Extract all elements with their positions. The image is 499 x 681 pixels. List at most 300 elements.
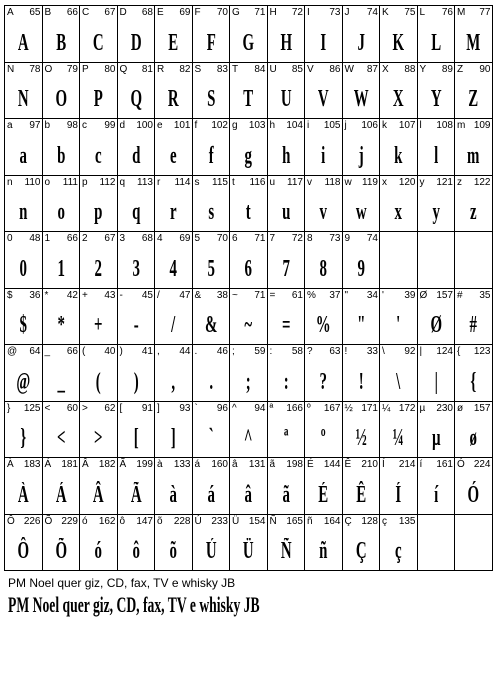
glyph-code-label bbox=[382, 290, 416, 302]
glyph-sample: - bbox=[133, 312, 139, 338]
glyph-code: 75 bbox=[404, 7, 416, 18]
glyph-cell bbox=[455, 345, 493, 402]
glyph-code: 97 bbox=[29, 120, 41, 131]
glyph-sample: Ê bbox=[355, 481, 366, 508]
glyph-char: Q bbox=[119, 63, 128, 75]
glyph-cell bbox=[418, 289, 456, 346]
glyph-code: 229 bbox=[61, 515, 78, 527]
glyph-cell bbox=[43, 232, 81, 289]
glyph-sample: ' bbox=[396, 312, 401, 338]
glyph-char: F bbox=[194, 7, 201, 18]
glyph-cell bbox=[343, 289, 381, 346]
glyph-code-label bbox=[420, 120, 454, 132]
glyph-code: 111 bbox=[62, 176, 78, 188]
glyph-cell bbox=[418, 6, 456, 63]
glyph-code-label bbox=[457, 177, 491, 189]
glyph-cell bbox=[343, 119, 381, 176]
glyph-char: õ bbox=[157, 515, 163, 527]
glyph-sample: X bbox=[392, 86, 404, 112]
glyph-sample: E bbox=[168, 29, 179, 56]
glyph-cell bbox=[43, 176, 81, 233]
glyph-code: 182 bbox=[98, 459, 116, 470]
glyph-code-label bbox=[45, 346, 79, 358]
glyph-sample: 0 bbox=[19, 255, 27, 282]
glyph-cell bbox=[43, 6, 81, 63]
glyph-cell bbox=[305, 289, 343, 346]
glyph-code: 92 bbox=[404, 346, 416, 357]
glyph-code-label bbox=[382, 346, 416, 358]
glyph-code-label bbox=[457, 64, 491, 76]
glyph-char: > bbox=[82, 402, 88, 414]
glyph-sample: ô bbox=[132, 538, 140, 564]
glyph-code-label bbox=[82, 346, 116, 358]
glyph-code: 183 bbox=[23, 459, 41, 470]
glyph-cell bbox=[155, 119, 193, 176]
glyph-code: 107 bbox=[398, 120, 416, 131]
glyph-cell bbox=[118, 6, 156, 63]
glyph-cell bbox=[305, 402, 343, 459]
glyph-cell bbox=[418, 345, 456, 402]
glyph-cell bbox=[230, 232, 268, 289]
glyph-cell bbox=[118, 515, 156, 572]
glyph-sample: _ bbox=[57, 368, 65, 395]
glyph-cell bbox=[5, 176, 43, 233]
glyph-cell bbox=[418, 119, 456, 176]
glyph-char: ' bbox=[382, 289, 384, 301]
glyph-sample: ! bbox=[358, 368, 364, 395]
glyph-char: e bbox=[157, 120, 163, 131]
glyph-cell bbox=[118, 458, 156, 515]
glyph-code: 74 bbox=[366, 233, 378, 244]
glyph-cell bbox=[193, 232, 231, 289]
glyph-code: 83 bbox=[216, 63, 228, 75]
glyph-code: 233 bbox=[211, 515, 228, 527]
glyph-cell bbox=[80, 345, 118, 402]
glyph-char: V bbox=[307, 63, 314, 75]
glyph-sample: Ú bbox=[205, 538, 217, 564]
glyph-char: f bbox=[194, 120, 198, 131]
glyph-code-label bbox=[270, 177, 304, 189]
glyph-sample: D bbox=[130, 29, 142, 56]
glyph-char: " bbox=[344, 289, 349, 301]
glyph-char: | bbox=[419, 346, 423, 357]
glyph-cell bbox=[118, 63, 156, 120]
glyph-code: 160 bbox=[211, 459, 228, 470]
glyph-sample: P bbox=[93, 86, 103, 112]
glyph-cell bbox=[155, 458, 193, 515]
glyph-code: 166 bbox=[286, 402, 303, 414]
glyph-code: 128 bbox=[361, 515, 378, 527]
glyph-code: 199 bbox=[136, 459, 153, 470]
glyph-sample: µ bbox=[431, 425, 441, 451]
glyph-sample: ( bbox=[95, 368, 101, 395]
glyph-sample: e bbox=[169, 142, 177, 169]
glyph-sample: r bbox=[169, 199, 177, 225]
glyph-cell bbox=[80, 289, 118, 346]
glyph-cell bbox=[380, 63, 418, 120]
glyph-code: 66 bbox=[66, 346, 78, 357]
glyph-char: : bbox=[269, 346, 273, 357]
glyph-char: µ bbox=[419, 402, 426, 414]
glyph-char: Á bbox=[44, 459, 52, 470]
glyph-char: Ó bbox=[457, 459, 465, 470]
glyph-code-label bbox=[345, 177, 379, 189]
glyph-code-label bbox=[232, 290, 266, 302]
glyph-sample: t bbox=[245, 199, 251, 225]
glyph-code-label bbox=[120, 346, 154, 358]
glyph-char: C bbox=[82, 7, 90, 18]
glyph-code: 37 bbox=[329, 289, 341, 301]
glyph-sample: # bbox=[469, 312, 477, 338]
glyph-sample: j bbox=[358, 142, 364, 169]
glyph-cell bbox=[343, 6, 381, 63]
glyph-code-label bbox=[157, 346, 191, 358]
glyph-sample: ` bbox=[208, 425, 214, 451]
glyph-code-label bbox=[157, 290, 191, 302]
glyph-sample: z bbox=[469, 199, 477, 225]
glyph-char: Õ bbox=[44, 515, 53, 527]
glyph-char: ^ bbox=[232, 402, 237, 414]
glyph-sample: Ü bbox=[242, 538, 254, 564]
glyph-code-label bbox=[7, 459, 41, 471]
glyph-char: Ü bbox=[232, 515, 240, 527]
glyph-cell bbox=[305, 515, 343, 572]
glyph-sample: Ã bbox=[130, 481, 142, 508]
glyph-code: 171 bbox=[361, 402, 378, 414]
glyph-code: 164 bbox=[323, 515, 341, 527]
glyph-sample: 7 bbox=[282, 255, 290, 282]
glyph-sample: ) bbox=[133, 368, 139, 395]
glyph-cell bbox=[155, 289, 193, 346]
glyph-char: < bbox=[44, 402, 51, 414]
glyph-code-label bbox=[345, 403, 379, 415]
glyph-code: 73 bbox=[329, 233, 341, 244]
glyph-sample: = bbox=[281, 312, 290, 338]
glyph-char: D bbox=[119, 7, 127, 18]
glyph-code: 86 bbox=[329, 63, 341, 75]
glyph-code: 81 bbox=[141, 63, 153, 75]
glyph-sample: q bbox=[131, 199, 140, 225]
glyph-sample: , bbox=[171, 368, 176, 395]
glyph-code-label bbox=[82, 120, 116, 132]
glyph-code: 93 bbox=[179, 402, 191, 414]
glyph-sample: 5 bbox=[207, 255, 215, 282]
glyph-code-label bbox=[270, 403, 304, 415]
glyph-char: Ô bbox=[7, 515, 15, 527]
glyph-code: 157 bbox=[473, 402, 491, 414]
glyph-sample: w bbox=[355, 199, 367, 225]
glyph-code-label bbox=[270, 516, 304, 528]
glyph-code-label bbox=[457, 346, 491, 358]
glyph-sample: l bbox=[433, 142, 438, 169]
glyph-cell bbox=[118, 345, 156, 402]
glyph-cell bbox=[155, 515, 193, 572]
glyph-cell bbox=[268, 176, 306, 233]
glyph-cell bbox=[418, 458, 456, 515]
glyph-code-label bbox=[382, 459, 416, 471]
glyph-cell bbox=[193, 289, 231, 346]
glyph-sample: ¼ bbox=[392, 425, 404, 451]
glyph-cell bbox=[43, 119, 81, 176]
glyph-code: 39 bbox=[404, 289, 416, 301]
glyph-char: ~ bbox=[232, 289, 238, 301]
glyph-code: 162 bbox=[98, 515, 116, 527]
glyph-sample: & bbox=[204, 312, 217, 338]
glyph-code-label bbox=[195, 120, 229, 132]
glyph-char: O bbox=[44, 63, 53, 75]
glyph-char: j bbox=[344, 120, 347, 131]
glyph-code-label bbox=[420, 346, 454, 358]
glyph-cell bbox=[380, 402, 418, 459]
glyph-char: W bbox=[344, 63, 354, 75]
glyph-code: 214 bbox=[398, 459, 416, 470]
glyph-cell bbox=[5, 289, 43, 346]
glyph-sample: Ç bbox=[355, 538, 367, 564]
glyph-code-label bbox=[382, 516, 416, 528]
glyph-cell bbox=[80, 402, 118, 459]
glyph-code-label bbox=[270, 290, 304, 302]
glyph-code-label bbox=[420, 7, 454, 19]
glyph-char: M bbox=[457, 7, 466, 18]
glyph-code-label bbox=[457, 459, 491, 471]
glyph-sample: O bbox=[54, 86, 67, 112]
glyph-code: 112 bbox=[99, 176, 116, 188]
glyph-code: 44 bbox=[179, 346, 191, 357]
glyph-cell bbox=[230, 458, 268, 515]
glyph-sample: L bbox=[430, 29, 441, 56]
glyph-cell bbox=[343, 232, 381, 289]
glyph-cell bbox=[80, 119, 118, 176]
glyph-char: A bbox=[7, 7, 14, 18]
glyph-sample: * bbox=[57, 312, 65, 338]
glyph-char: B bbox=[44, 7, 52, 18]
glyph-sample: I bbox=[320, 29, 327, 56]
glyph-sample: ó bbox=[94, 538, 102, 564]
glyph-code-label bbox=[232, 459, 266, 471]
glyph-char: r bbox=[157, 176, 161, 188]
glyph-sample: p bbox=[94, 199, 103, 225]
glyph-cell bbox=[193, 515, 231, 572]
glyph-sample: i bbox=[321, 142, 326, 169]
glyph-code: 65 bbox=[29, 7, 41, 18]
glyph-code-label bbox=[157, 64, 191, 76]
glyph-cell bbox=[43, 345, 81, 402]
glyph-cell bbox=[5, 119, 43, 176]
glyph-code: 66 bbox=[66, 7, 78, 18]
glyph-cell bbox=[193, 176, 231, 233]
glyph-code: 154 bbox=[248, 515, 266, 527]
glyph-code: 224 bbox=[473, 459, 491, 470]
glyph-sample: W bbox=[353, 86, 369, 112]
glyph-code: 119 bbox=[362, 176, 378, 188]
glyph-sample: a bbox=[19, 142, 27, 169]
glyph-code: 147 bbox=[136, 515, 153, 527]
glyph-char: v bbox=[307, 176, 312, 188]
glyph-char: G bbox=[232, 7, 240, 18]
glyph-sample: $ bbox=[19, 312, 27, 338]
glyph-code-label bbox=[307, 516, 341, 528]
empty-cell bbox=[455, 515, 493, 572]
glyph-char: ç bbox=[382, 515, 387, 527]
glyph-code: 45 bbox=[141, 289, 153, 301]
glyph-code-label bbox=[307, 120, 341, 132]
glyph-code: 78 bbox=[29, 63, 41, 75]
glyph-char: P bbox=[82, 63, 89, 75]
glyph-code-label bbox=[82, 290, 116, 302]
glyph-char: * bbox=[44, 289, 49, 301]
glyph-char: # bbox=[457, 289, 463, 301]
glyph-cell bbox=[268, 63, 306, 120]
glyph-cell bbox=[118, 232, 156, 289]
glyph-char: a bbox=[7, 120, 13, 131]
glyph-code-label bbox=[382, 120, 416, 132]
glyph-cell bbox=[230, 515, 268, 572]
glyph-char: . bbox=[194, 346, 198, 357]
glyph-char: ! bbox=[344, 346, 348, 357]
glyph-code: 33 bbox=[366, 346, 378, 357]
glyph-sample: 3 bbox=[132, 255, 140, 282]
glyph-code: 47 bbox=[179, 289, 191, 301]
glyph-sample: @ bbox=[16, 368, 31, 395]
glyph-code-label bbox=[307, 403, 341, 415]
glyph-char: Ø bbox=[419, 289, 428, 301]
glyph-sample: h bbox=[281, 142, 290, 169]
glyph-code-label bbox=[157, 403, 191, 415]
glyph-sample: > bbox=[94, 425, 103, 451]
glyph-code-label bbox=[345, 516, 379, 528]
glyph-code-label bbox=[345, 346, 379, 358]
glyph-sample: : bbox=[283, 368, 289, 395]
glyph-code: 133 bbox=[173, 459, 191, 470]
glyph-sample: c bbox=[94, 142, 102, 169]
glyph-code-label bbox=[82, 177, 116, 189]
glyph-cell bbox=[455, 176, 493, 233]
glyph-code-label bbox=[307, 459, 341, 471]
glyph-char: ø bbox=[457, 402, 464, 414]
glyph-sample: R bbox=[167, 86, 179, 112]
glyph-cell bbox=[305, 176, 343, 233]
glyph-char: / bbox=[157, 289, 160, 301]
glyph-char: q bbox=[119, 176, 126, 188]
glyph-code-label bbox=[157, 120, 191, 132]
glyph-code-label bbox=[232, 516, 266, 528]
glyph-char: = bbox=[269, 289, 276, 301]
glyph-char: ½ bbox=[344, 402, 353, 414]
glyph-code-label bbox=[270, 7, 304, 19]
glyph-code-label bbox=[195, 64, 229, 76]
glyph-code: 120 bbox=[398, 176, 416, 188]
sample-text-plain: PM Noel quer giz, CD, fax, TV e whisky JB bbox=[8, 576, 236, 590]
glyph-code-label bbox=[157, 177, 191, 189]
glyph-code-label bbox=[307, 290, 341, 302]
empty-cell bbox=[418, 515, 456, 572]
glyph-cell bbox=[343, 402, 381, 459]
glyph-char: ] bbox=[157, 402, 160, 414]
glyph-code: 181 bbox=[61, 459, 78, 470]
glyph-char: 2 bbox=[82, 233, 88, 244]
glyph-code-label bbox=[45, 516, 79, 528]
glyph-code-label bbox=[195, 516, 229, 528]
glyph-code: 82 bbox=[179, 63, 191, 75]
glyph-sample: | bbox=[434, 368, 438, 395]
glyph-code: 68 bbox=[141, 233, 153, 244]
glyph-sample: x bbox=[394, 199, 402, 225]
glyph-sample: Í bbox=[395, 481, 402, 508]
glyph-code: 60 bbox=[66, 402, 78, 414]
glyph-cell bbox=[230, 63, 268, 120]
glyph-code-label bbox=[45, 64, 79, 76]
glyph-code-label bbox=[7, 64, 41, 76]
glyph-cell bbox=[268, 515, 306, 572]
glyph-sample: T bbox=[243, 86, 254, 112]
glyph-code-label bbox=[45, 7, 79, 19]
glyph-code: 84 bbox=[254, 63, 266, 75]
glyph-cell bbox=[343, 63, 381, 120]
glyph-char: J bbox=[344, 7, 350, 18]
glyph-char: - bbox=[119, 289, 123, 301]
glyph-code: 101 bbox=[173, 120, 191, 131]
glyph-code: 61 bbox=[291, 289, 303, 301]
glyph-sample: à bbox=[169, 481, 177, 508]
glyph-code-label bbox=[120, 177, 154, 189]
glyph-cell bbox=[5, 402, 43, 459]
glyph-char: 9 bbox=[344, 233, 351, 244]
glyph-code: 88 bbox=[404, 63, 416, 75]
glyph-code-label bbox=[120, 290, 154, 302]
glyph-sample: Á bbox=[55, 481, 67, 508]
glyph-code: 85 bbox=[291, 63, 303, 75]
glyph-code: 131 bbox=[248, 459, 266, 470]
glyph-cell bbox=[43, 402, 81, 459]
glyph-code-label bbox=[232, 233, 266, 245]
glyph-char: ) bbox=[119, 346, 123, 357]
glyph-char: 3 bbox=[119, 233, 126, 244]
glyph-code: 36 bbox=[29, 289, 41, 301]
glyph-sample: Õ bbox=[54, 538, 67, 564]
glyph-code-label bbox=[120, 459, 154, 471]
glyph-code: 102 bbox=[211, 120, 228, 131]
glyph-char: É bbox=[307, 459, 314, 470]
glyph-sample: 4 bbox=[169, 255, 177, 282]
glyph-cell bbox=[455, 289, 493, 346]
glyph-char: à bbox=[157, 459, 163, 470]
glyph-code-label bbox=[7, 7, 41, 19]
glyph-cell bbox=[80, 6, 118, 63]
empty-cell bbox=[418, 232, 456, 289]
glyph-code: 35 bbox=[479, 289, 491, 301]
glyph-code-label bbox=[195, 403, 229, 415]
glyph-sample: í bbox=[433, 481, 438, 508]
glyph-sample: ª bbox=[283, 425, 288, 451]
glyph-cell bbox=[268, 345, 306, 402]
glyph-code: 167 bbox=[323, 402, 341, 414]
glyph-code-label bbox=[7, 516, 41, 528]
glyph-char: k bbox=[382, 120, 387, 131]
glyph-sample: ^ bbox=[243, 425, 253, 451]
glyph-sample: Q bbox=[129, 86, 142, 112]
glyph-sample: 2 bbox=[94, 255, 102, 282]
glyph-code-label bbox=[345, 290, 379, 302]
glyph-code-label bbox=[382, 7, 416, 19]
glyph-char: i bbox=[307, 120, 310, 131]
glyph-code: 228 bbox=[173, 515, 191, 527]
glyph-code-label bbox=[120, 64, 154, 76]
glyph-code: 38 bbox=[216, 289, 228, 301]
glyph-code: 144 bbox=[323, 459, 341, 470]
glyph-code: 123 bbox=[473, 346, 491, 357]
glyph-code-label bbox=[345, 459, 379, 471]
glyph-sample: M bbox=[466, 29, 481, 56]
